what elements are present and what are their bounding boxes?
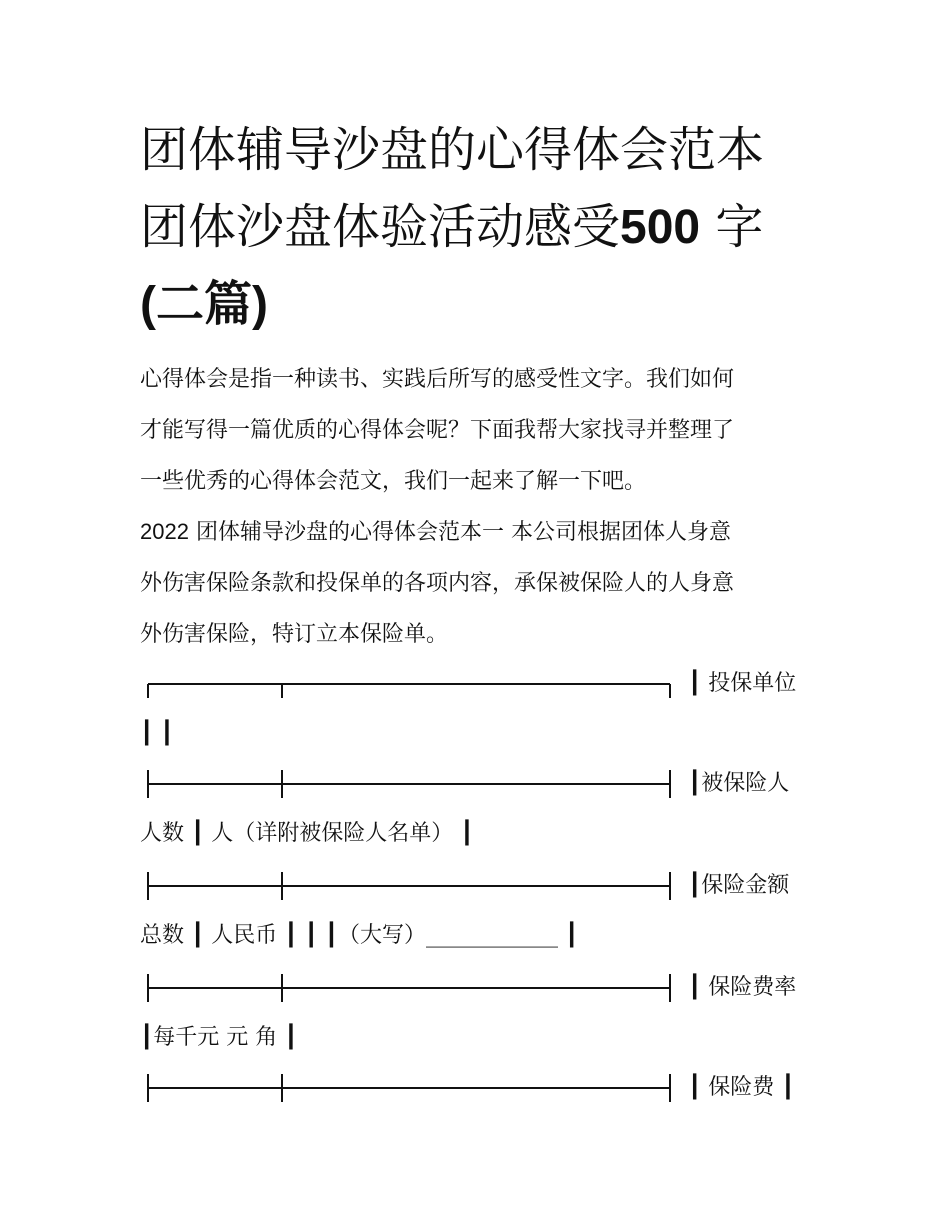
form-top-border bbox=[140, 664, 680, 704]
form-rule-row-4 bbox=[140, 968, 820, 1008]
section1-line-1 bbox=[140, 506, 820, 558]
form-divider-3 bbox=[140, 866, 680, 906]
form-rule-row-2 bbox=[140, 764, 820, 804]
insured-amount-label: ┃保险金额 bbox=[688, 873, 790, 898]
form-divider-4 bbox=[140, 968, 680, 1008]
intro-line-1: 心得体会是指一种读书、实践后所写的感受性文字。我们如何 bbox=[140, 367, 735, 392]
title-number: 500 bbox=[620, 201, 701, 254]
form-divider-5 bbox=[140, 1068, 680, 1108]
premium-rate-label: ┃ 保险费率 bbox=[688, 975, 797, 1000]
policyholder-label: ┃ 投保单位 bbox=[688, 671, 797, 696]
form-divider-2 bbox=[140, 764, 680, 804]
form-row-1-content: ┃ ┃ bbox=[140, 721, 174, 746]
intro-paragraph bbox=[140, 354, 820, 507]
document-title bbox=[140, 112, 840, 343]
form-rule-row-3 bbox=[140, 866, 820, 906]
insured-label: ┃被保险人 bbox=[688, 771, 790, 796]
title-line-2-text: 团体沙盘体验活动感受 bbox=[140, 199, 621, 255]
title-line-2-suffix: 字 bbox=[715, 199, 764, 255]
form-row-2-content: 人数 ┃ 人（详附被保险人名单） ┃ bbox=[140, 821, 474, 846]
form-rule-row-5 bbox=[140, 1068, 820, 1108]
section1-line-1-rest: 团体辅导沙盘的心得体会范本一 本公司根据团体人身意 bbox=[195, 520, 731, 545]
title-line-1: 团体辅导沙盘的心得体会范本 bbox=[140, 122, 765, 178]
section1-paragraph bbox=[140, 506, 820, 660]
section1-line-2: 外伤害保险条款和投保单的各项内容，承保被保险人的人身意 bbox=[140, 571, 735, 596]
intro-line-3: 一些优秀的心得体会范文，我们一起来了解一下吧。 bbox=[140, 469, 647, 494]
title-line-3: (二篇) bbox=[140, 278, 268, 331]
form-row-4-content: ┃每千元 元 角 ┃ bbox=[140, 1025, 298, 1050]
intro-line-2: 才能写得一篇优质的心得体会呢？下面我帮大家找寻并整理了 bbox=[140, 418, 735, 443]
title-line-2 bbox=[140, 189, 840, 266]
form-row-3-content: 总数 ┃ 人民币 ┃ ┃ ┃（大写）____________ ┃ bbox=[140, 923, 579, 948]
premium-label: ┃ 保险费 ┃ bbox=[688, 1075, 795, 1100]
section1-line-3: 外伤害保险，特订立本保险单。 bbox=[140, 622, 449, 647]
section1-year: 2022 bbox=[140, 519, 189, 544]
form-rule-row-1 bbox=[140, 664, 820, 704]
